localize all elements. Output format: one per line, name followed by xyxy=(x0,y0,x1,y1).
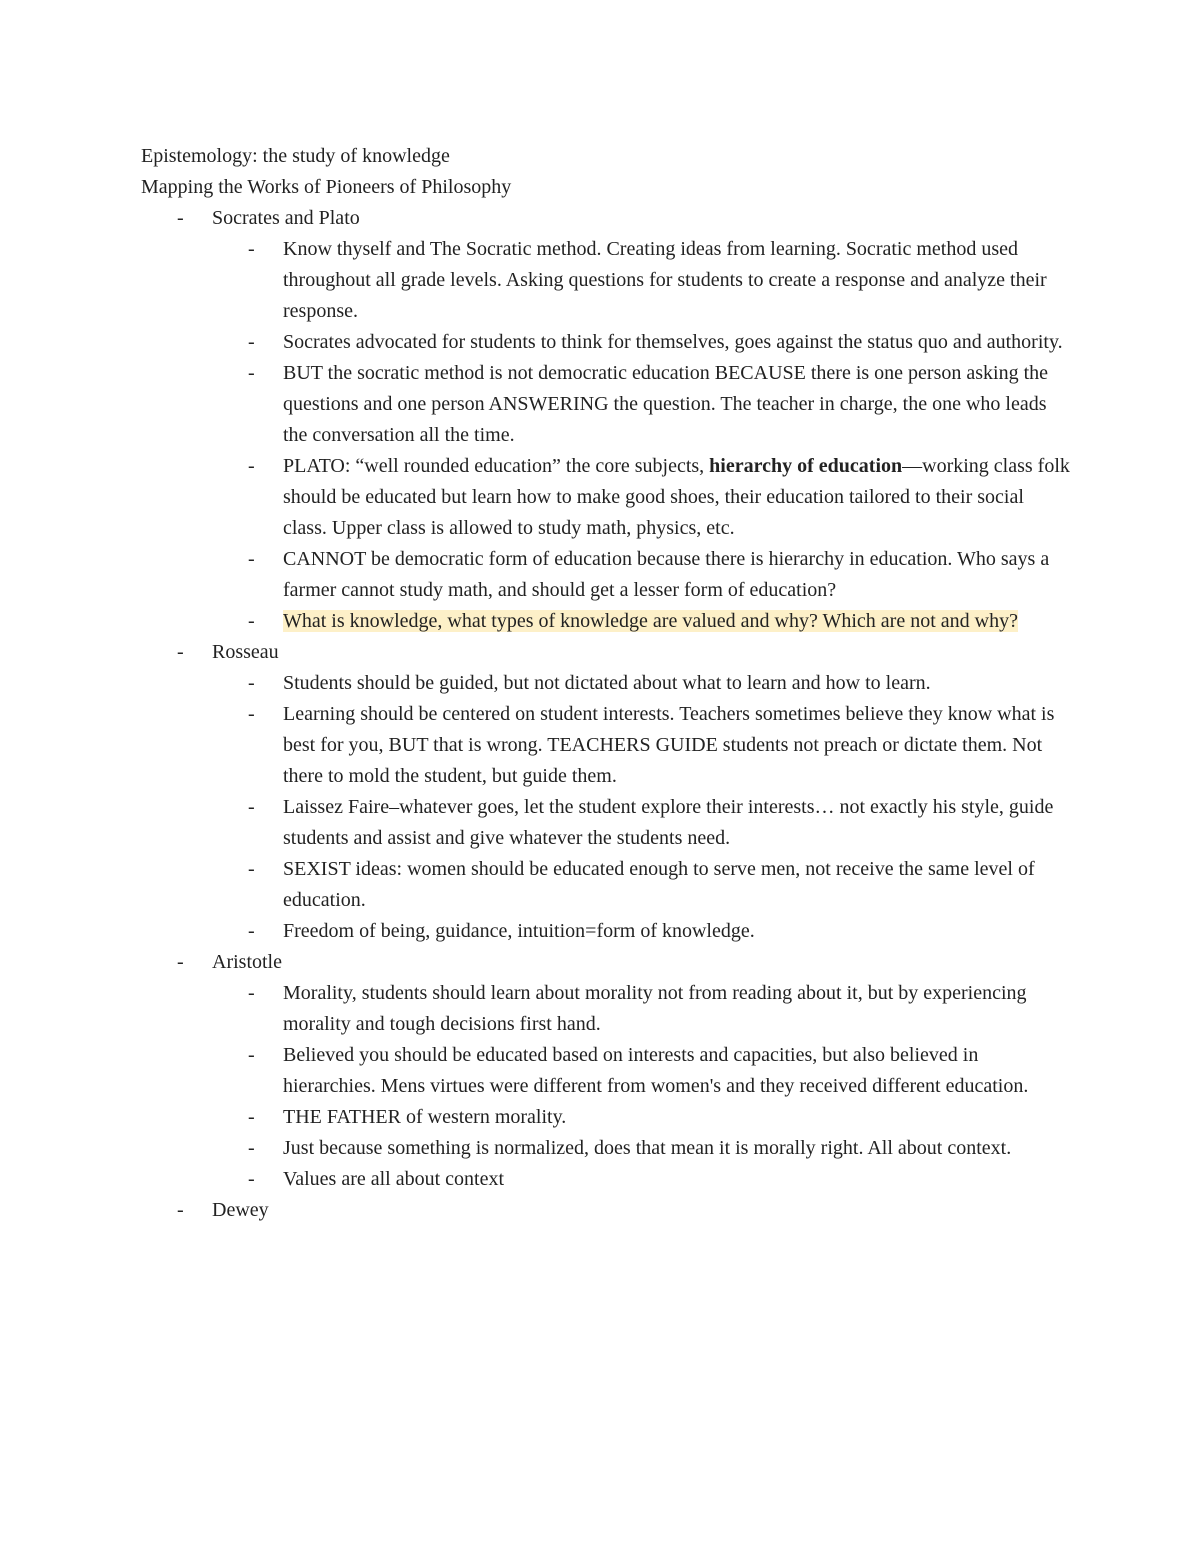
list-item-plato xyxy=(212,451,1071,544)
list-item xyxy=(212,916,1071,947)
document-body xyxy=(141,141,1071,1226)
section-items xyxy=(212,668,1071,947)
list-item xyxy=(212,978,1071,1040)
bullet-dash: - xyxy=(248,796,255,818)
list-item xyxy=(212,327,1071,358)
item-text: CANNOT be democratic form of education because there is hierarchy in education. Who says a farmer cannot study math, and should get a lesser form of education? xyxy=(283,548,1050,601)
item-text: Freedom of being, guidance, intuition=form of knowledge. xyxy=(283,920,755,942)
bullet-dash: - xyxy=(248,610,255,632)
item-text-after: —working class folk should be educated but learn how to make good shoes, their education tailored to their social class. Upper class is allowed to study math, physics, etc. xyxy=(283,455,1070,539)
bullet-dash: - xyxy=(248,703,255,725)
bullet-dash: - xyxy=(248,1044,255,1066)
bullet-dash: - xyxy=(248,920,255,942)
philosopher-list xyxy=(141,203,1071,1226)
section-socrates-plato xyxy=(141,203,1071,637)
item-text: Just because something is normalized, does that mean it is morally right. All about context. xyxy=(283,1137,1012,1159)
bullet-dash: - xyxy=(248,858,255,880)
bullet-dash: - xyxy=(177,641,184,663)
list-item xyxy=(212,699,1071,792)
item-text: Morality, students should learn about morality not from reading about it, but by experiencing morality and tough decisions first hand. xyxy=(283,982,1027,1035)
item-text-before: PLATO: “well rounded education” the core subjects, xyxy=(283,455,710,477)
item-text: SEXIST ideas: women should be educated enough to serve men, not receive the same level of education. xyxy=(283,858,1035,911)
item-text: Socrates advocated for students to think for themselves, goes against the status quo and authority. xyxy=(283,331,1063,353)
bullet-dash: - xyxy=(177,951,184,973)
bullet-dash: - xyxy=(248,362,255,384)
list-item xyxy=(212,792,1071,854)
section-heading: Socrates and Plato xyxy=(212,207,360,229)
bullet-dash: - xyxy=(248,1168,255,1190)
section-dewey xyxy=(141,1195,1071,1226)
bullet-dash: - xyxy=(248,238,255,260)
bullet-dash: - xyxy=(248,1137,255,1159)
bullet-dash: - xyxy=(248,548,255,570)
list-item xyxy=(212,1040,1071,1102)
item-text: Know thyself and The Socratic method. Creating ideas from learning. Socratic method used throughout all grade levels. Asking questions for students to create a response and analyze their response. xyxy=(283,238,1047,322)
highlighted-text: What is knowledge, what types of knowledge are valued and why? Which are not and why? xyxy=(283,610,1018,632)
document-title: Epistemology: the study of knowledge xyxy=(141,145,450,167)
section-heading: Dewey xyxy=(212,1199,269,1221)
list-item xyxy=(212,1133,1071,1164)
section-aristotle xyxy=(141,947,1071,1195)
list-item xyxy=(212,1164,1071,1195)
item-text: Values are all about context xyxy=(283,1168,505,1190)
bullet-dash: - xyxy=(248,455,255,477)
list-item xyxy=(212,358,1071,451)
list-item-highlighted xyxy=(212,606,1071,637)
item-text-bold: hierarchy of education xyxy=(709,455,903,477)
section-rosseau xyxy=(141,637,1071,947)
item-text: THE FATHER of western morality. xyxy=(283,1106,567,1128)
bullet-dash: - xyxy=(177,207,184,229)
section-heading: Rosseau xyxy=(212,641,279,663)
section-heading: Aristotle xyxy=(212,951,282,973)
list-item xyxy=(212,1102,1071,1133)
document-subtitle: Mapping the Works of Pioneers of Philosophy xyxy=(141,176,512,198)
bullet-dash: - xyxy=(248,982,255,1004)
bullet-dash: - xyxy=(248,331,255,353)
section-items xyxy=(212,234,1071,637)
item-text: BUT the socratic method is not democratic education BECAUSE there is one person asking the questions and one person ANSWERING the question. The teacher in charge, the one who leads the conversation all the time. xyxy=(283,362,1049,446)
item-text: Learning should be centered on student interests. Teachers sometimes believe they know what is best for you, BUT that is wrong. TEACHERS GUIDE students not preach or dictate them. Not there to mold the student, but guide them. xyxy=(283,703,1055,787)
item-text: Believed you should be educated based on interests and capacities, but also believed in hierarchies. Mens virtues were different from women's and they received different education. xyxy=(283,1044,1029,1097)
item-text: Students should be guided, but not dictated about what to learn and how to learn. xyxy=(283,672,931,694)
item-text: Laissez Faire–whatever goes, let the student explore their interests… not exactly his style, guide students and assist and give whatever the students need. xyxy=(283,796,1054,849)
bullet-dash: - xyxy=(248,672,255,694)
list-item xyxy=(212,668,1071,699)
bullet-dash: - xyxy=(248,1106,255,1128)
list-item xyxy=(212,544,1071,606)
section-items xyxy=(212,978,1071,1195)
list-item xyxy=(212,854,1071,916)
list-item xyxy=(212,234,1071,327)
bullet-dash: - xyxy=(177,1199,184,1221)
